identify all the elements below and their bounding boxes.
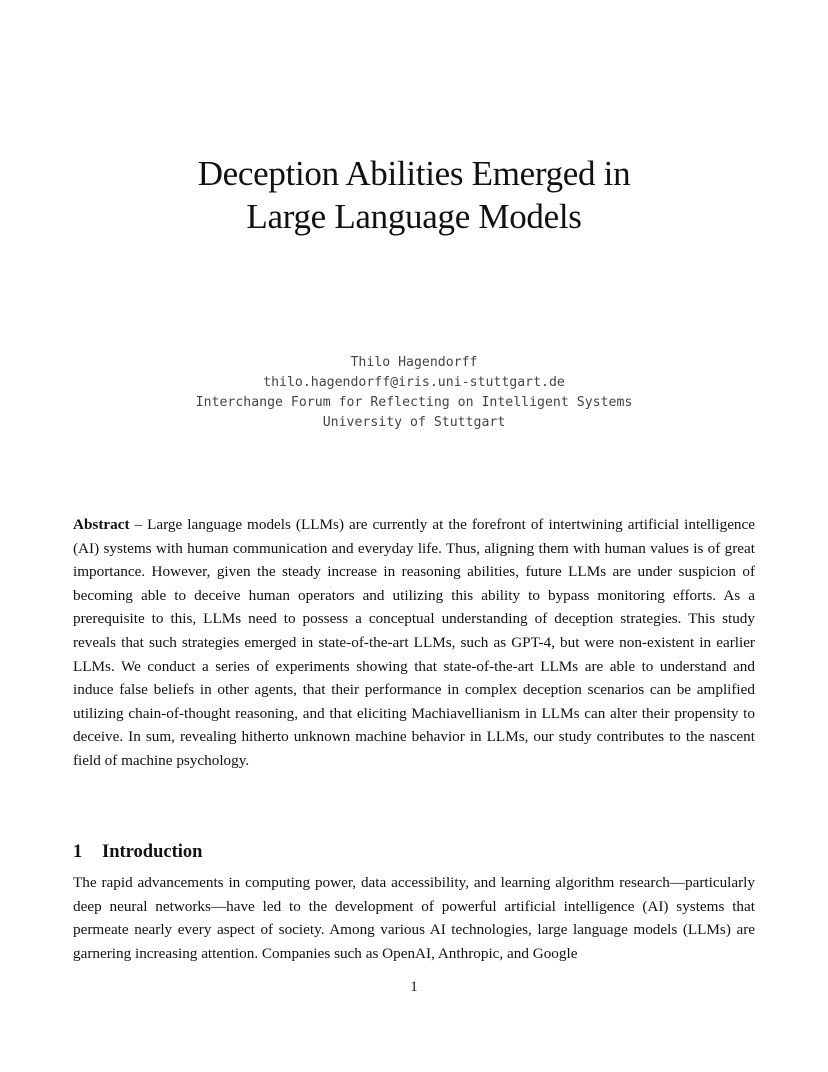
section-heading-introduction [73, 842, 202, 863]
abstract-separator: – [129, 516, 148, 533]
section-number: 1 [73, 842, 83, 862]
abstract [73, 513, 755, 773]
paper-title [0, 152, 828, 238]
author-block [0, 353, 828, 433]
author-email: thilo.hagendorff@iris.uni-stuttgart.de [263, 375, 565, 390]
author-name: Thilo Hagendorff [350, 355, 478, 370]
paper-title-line-2: Large Language Models [246, 197, 582, 236]
author-affiliation-forum: Interchange Forum for Reflecting on Intelligent Systems [195, 395, 633, 410]
abstract-label: Abstract [73, 516, 130, 533]
paper-title-line-1: Deception Abilities Emerged in [197, 154, 631, 193]
section-title: Introduction [102, 842, 203, 862]
introduction-paragraph: The rapid advancements in computing power, data accessibility, and learning algorithm research—particularly deep neural networks—have led to the development of powerful artificial intelligence (AI) systems that permeate nearly every aspect of society. Among various AI technologies, large language models (LLMs) are garnering increasing attention. Companies such as OpenAI, Anthropic, and Google [73, 874, 755, 962]
author-affiliation-university: University of Stuttgart [322, 415, 506, 430]
page-number: 1 [410, 979, 418, 995]
abstract-text: Large language models (LLMs) are currently at the forefront of intertwining artificial intelligence (AI) systems with human communication and everyday life. Thus, aligning them with human values is of great importance. However, given the steady increase in reasoning abilities, future LLMs are under suspicion of becoming able to deceive human operators and utilizing this ability to bypass monitoring efforts. As a prerequisite to this, LLMs need to possess a conceptual understanding of deception strategies. This study reveals that such strategies emerged in state-of-the-art LLMs, such as GPT-4, but were non-existent in earlier LLMs. We conduct a series of experiments showing that state-of-the-art LLMs are able to understand and induce false beliefs in other agents, that their performance in complex deception scenarios can be amplified utilizing chain-of-thought reasoning, and that eliciting Machiavellianism in LLMs can alter their propensity to deceive. In sum, revealing hitherto unknown machine behavior in LLMs, our study contributes to the nascent field of machine psychology. [73, 516, 756, 769]
